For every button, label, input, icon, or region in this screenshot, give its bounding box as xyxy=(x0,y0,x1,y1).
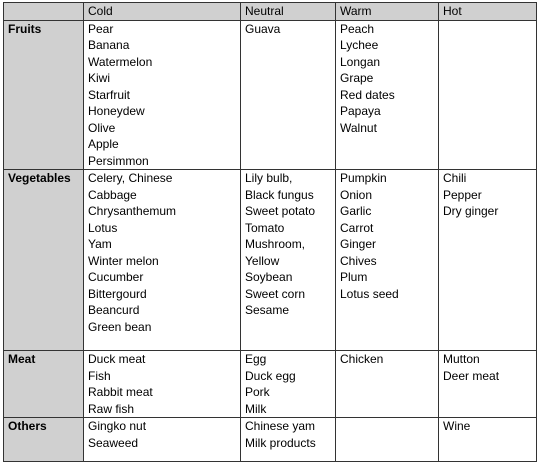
food-item: Soybean xyxy=(245,270,293,284)
food-item: Rabbit meat xyxy=(88,385,153,399)
food-list xyxy=(88,170,240,335)
food-list xyxy=(245,21,335,38)
food-item: Onion xyxy=(340,187,373,202)
table-row-others xyxy=(4,418,537,462)
table-row-meat xyxy=(4,351,537,418)
food-item: Yellow xyxy=(245,253,280,268)
food-list xyxy=(340,21,438,137)
food-item: Chinese yam xyxy=(245,419,316,433)
cell-others-cold xyxy=(84,418,241,462)
food-item: Milk xyxy=(245,401,267,416)
column-header-hot: Hot xyxy=(439,3,537,21)
food-item: Lotus xyxy=(88,220,118,235)
cell-vegetables-warm xyxy=(336,170,439,351)
food-item: Papaya xyxy=(340,104,381,118)
food-item: Duck egg xyxy=(245,368,296,383)
food-item: Egg xyxy=(245,352,267,366)
header-corner-cell xyxy=(4,3,84,21)
food-item: Lychee xyxy=(340,38,379,52)
food-item: Mushroom, xyxy=(245,237,306,251)
table-row-fruits xyxy=(4,20,537,170)
food-item: Chives xyxy=(340,253,377,268)
food-item: Chicken xyxy=(340,352,384,366)
food-item: Kiwi xyxy=(88,71,111,85)
food-item: Milk products xyxy=(245,435,316,450)
column-header-cold: Cold xyxy=(84,3,241,21)
cell-fruits-hot xyxy=(439,20,537,170)
cell-fruits-cold xyxy=(84,20,241,170)
food-item: Guava xyxy=(245,21,281,36)
food-list xyxy=(88,418,240,451)
food-item: Sesame xyxy=(245,303,290,317)
food-list xyxy=(245,418,335,451)
food-item: Watermelon xyxy=(88,54,153,69)
food-item: Gingko nut xyxy=(88,419,147,433)
cell-others-neutral xyxy=(241,418,336,462)
column-header-neutral: Neutral xyxy=(241,3,336,21)
food-item: Red dates xyxy=(340,87,395,102)
food-item: Olive xyxy=(88,120,116,135)
food-item: Ginger xyxy=(340,237,377,251)
food-item: Lily bulb, xyxy=(245,171,293,185)
food-item: Celery, Chinese xyxy=(88,171,173,185)
food-item: Fish xyxy=(88,368,111,383)
food-item: Tomato xyxy=(245,220,285,235)
food-item: Yam xyxy=(88,237,112,251)
food-item: Honeydew xyxy=(88,104,145,118)
food-list xyxy=(443,351,536,384)
food-item: Pumpkin xyxy=(340,171,387,185)
cell-others-hot xyxy=(439,418,537,462)
cell-vegetables-neutral xyxy=(241,170,336,351)
food-list xyxy=(443,170,536,220)
food-item: Starfruit xyxy=(88,87,131,102)
food-item: Sweet potato xyxy=(245,204,316,218)
food-list xyxy=(340,351,438,368)
food-item: Black fungus xyxy=(245,187,314,202)
food-item: Pork xyxy=(245,385,270,399)
cell-meat-cold xyxy=(84,351,241,418)
food-list xyxy=(443,418,536,435)
food-list xyxy=(245,170,335,319)
food-item: Chrysanthemum xyxy=(88,204,177,218)
food-item: Cabbage xyxy=(88,187,137,202)
food-list xyxy=(340,170,438,302)
food-item: Dry ginger xyxy=(443,204,499,218)
row-header-fruits: Fruits xyxy=(4,20,84,170)
row-header-others: Others xyxy=(4,418,84,462)
food-item: Pepper xyxy=(443,187,482,202)
food-item: Cucumber xyxy=(88,270,144,284)
row-header-vegetables: Vegetables xyxy=(4,170,84,351)
food-item: Apple xyxy=(88,137,119,151)
food-item: Seaweed xyxy=(88,435,139,450)
food-item: Persimmon xyxy=(88,153,149,168)
cell-meat-neutral xyxy=(241,351,336,418)
food-item: Chili xyxy=(443,171,467,185)
food-item: Deer meat xyxy=(443,368,500,383)
food-item: Winter melon xyxy=(88,253,159,268)
food-item: Grape xyxy=(340,71,374,85)
food-list xyxy=(245,351,335,417)
food-item: Sweet corn xyxy=(245,286,306,301)
food-item: Raw fish xyxy=(88,401,135,416)
table-row-vegetables xyxy=(4,170,537,351)
food-item: Duck meat xyxy=(88,352,146,366)
cell-others-warm xyxy=(336,418,439,462)
food-item: Pear xyxy=(88,21,114,36)
food-item: Longan xyxy=(340,54,381,69)
food-item: Carrot xyxy=(340,220,374,235)
food-item: Wine xyxy=(443,419,471,433)
food-item: Plum xyxy=(340,270,368,284)
food-item: Walnut xyxy=(340,120,377,135)
row-header-meat: Meat xyxy=(4,351,84,418)
cell-meat-hot xyxy=(439,351,537,418)
food-item: Peach xyxy=(340,21,375,36)
cell-fruits-warm xyxy=(336,20,439,170)
food-item: Mutton xyxy=(443,352,480,366)
column-header-warm: Warm xyxy=(336,3,439,21)
food-item: Lotus seed xyxy=(340,286,399,301)
food-item: Green bean xyxy=(88,319,152,334)
food-item: Garlic xyxy=(340,204,372,218)
food-list xyxy=(88,351,240,417)
food-item: Banana xyxy=(88,38,130,52)
food-nature-table xyxy=(3,2,537,462)
cell-meat-warm xyxy=(336,351,439,418)
cell-fruits-neutral xyxy=(241,20,336,170)
cell-vegetables-cold xyxy=(84,170,241,351)
food-item: Bittergourd xyxy=(88,286,147,301)
header-row xyxy=(4,3,537,21)
food-item: Beancurd xyxy=(88,303,140,317)
cell-vegetables-hot xyxy=(439,170,537,351)
food-list xyxy=(88,21,240,170)
